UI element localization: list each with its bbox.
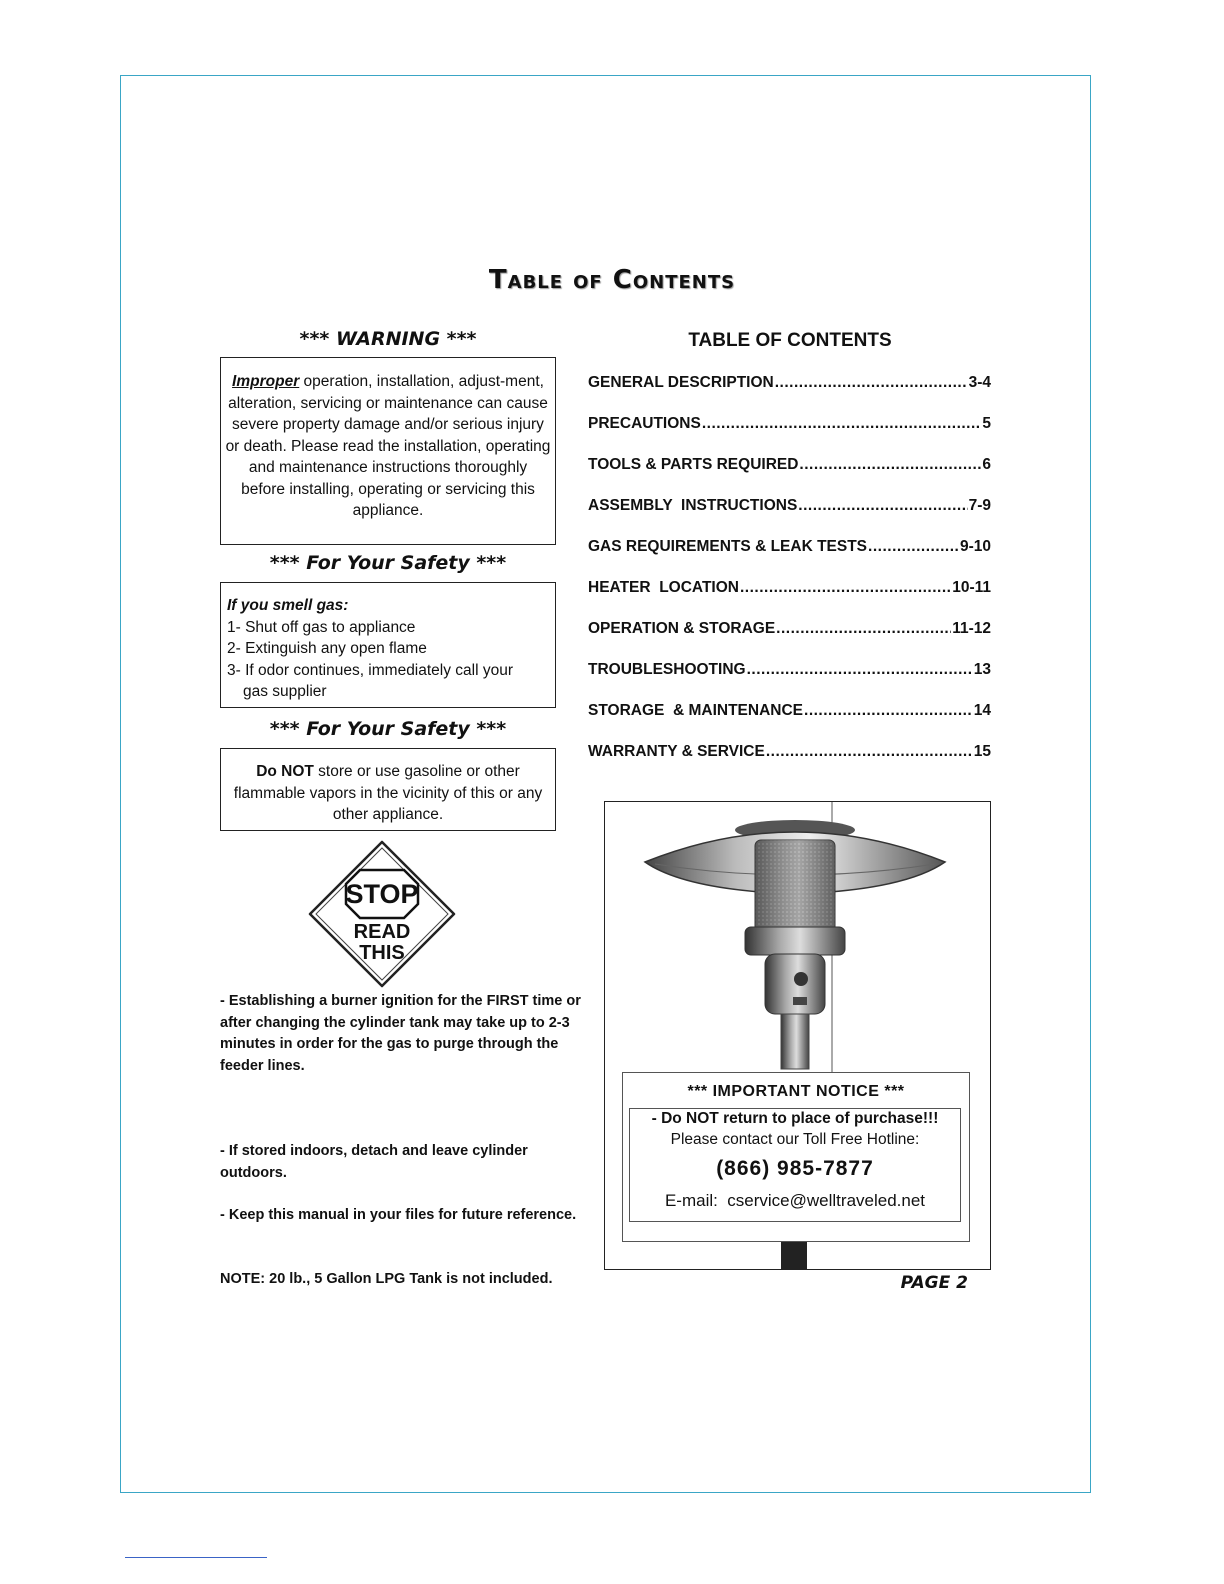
toc-entry[interactable] [588, 497, 991, 538]
page-number: PAGE 2 [900, 1273, 968, 1293]
warning-text: operation, installation, adjust-ment, alteration, servicing or maintenance can cause severe property damage and/or serious injury or death. Please read the installation, operating and maintenance instructions thoroughly before installing, operating or servicing this appliance. [225, 373, 551, 519]
toc-leader [799, 456, 981, 474]
safety-heading-1: *** For Your Safety *** [269, 552, 507, 574]
toc-leader [747, 661, 973, 679]
page-title: Table of Contents [488, 265, 736, 295]
service-email[interactable]: E-mail: cservice@welltraveled.net [664, 1191, 926, 1210]
toc-entry[interactable] [588, 415, 991, 456]
toc-entry-label: ASSEMBLY INSTRUCTIONS [588, 497, 798, 514]
toc-entry-pages: 6 [982, 456, 991, 473]
warning-emphasis: Improper [232, 373, 300, 390]
gas-smell-step: gas supplier [243, 683, 327, 700]
gasoline-text: store or use gasoline or other flammable vapors in the vicinity of this or any other appliance. [233, 763, 543, 823]
toc-list [588, 374, 991, 784]
toc-entry-pages: 5 [982, 415, 991, 432]
notice-contact-text: Please contact our Toll Free Hotline: [670, 1131, 920, 1148]
toc-entry[interactable] [588, 620, 991, 661]
toc-leader [798, 497, 967, 515]
this-label: THIS [359, 942, 405, 964]
toc-entry-label: OPERATION & STORAGE [588, 620, 776, 637]
toc-entry-label: GAS REQUIREMENTS & LEAK TESTS [588, 538, 868, 555]
hotline-phone[interactable]: (866) 985-7877 [716, 1157, 874, 1180]
read-label: READ [353, 921, 411, 943]
notice-heading: *** IMPORTANT NOTICE *** [687, 1083, 905, 1100]
toc-entry-label: TOOLS & PARTS REQUIRED [588, 456, 799, 473]
toc-entry[interactable] [588, 702, 991, 743]
toc-entry-label: GENERAL DESCRIPTION [588, 374, 774, 391]
toc-leader [740, 579, 951, 597]
warning-heading: *** WARNING *** [299, 328, 477, 350]
toc-leader [702, 415, 982, 433]
notice-do-not-return: - Do NOT return to place of purchase!!! [651, 1110, 939, 1127]
toc-heading: TABLE OF CONTENTS [688, 330, 892, 351]
toc-entry[interactable] [588, 538, 991, 579]
toc-leader [776, 620, 951, 638]
toc-entry[interactable] [588, 456, 991, 497]
toc-entry[interactable] [588, 374, 991, 415]
toc-entry-pages: 15 [973, 743, 991, 760]
storage-note: - If stored indoors, detach and leave cylinder outdoors. [220, 1143, 528, 1181]
toc-entry-label: PRECAUTIONS [588, 415, 701, 432]
gasoline-warning-box [220, 748, 556, 831]
toc-entry[interactable] [588, 661, 991, 702]
gas-smell-box [220, 582, 556, 708]
toc-entry-pages: 11-12 [952, 620, 991, 637]
toc-entry-pages: 3-4 [968, 374, 991, 391]
notice-contact-box [629, 1108, 961, 1222]
toc-entry-pages: 7-9 [968, 497, 991, 514]
toc-entry-label: STORAGE & MAINTENANCE [588, 702, 804, 719]
toc-leader [766, 743, 973, 761]
toc-entry-label: HEATER LOCATION [588, 579, 739, 596]
toc-leader [775, 374, 968, 392]
stop-read-this-sign [308, 840, 456, 988]
important-notice-box [622, 1072, 970, 1242]
toc-entry-pages: 10-11 [952, 579, 991, 596]
gas-smell-step: 2- Extinguish any open flame [227, 640, 427, 657]
gas-smell-step: 3- If odor continues, immediately call your [227, 661, 514, 679]
toc-leader [868, 538, 959, 556]
toc-entry-label: WARRANTY & SERVICE [588, 743, 765, 760]
toc-entry-pages: 9-10 [959, 538, 991, 555]
patio-heater-photo [604, 801, 991, 1270]
toc-entry-label: TROUBLESHOOTING [588, 661, 746, 678]
stop-label: STOP [345, 879, 419, 909]
safety-heading-2: *** For Your Safety *** [269, 718, 507, 740]
toc-entry-pages: 13 [973, 661, 991, 678]
gas-smell-step: 1- Shut off gas to appliance [227, 618, 416, 636]
gas-smell-lead: If you smell gas: [227, 597, 349, 614]
tank-note: NOTE: 20 lb., 5 Gallon LPG Tank is not included. [220, 1271, 553, 1287]
warning-box [220, 357, 556, 545]
ignition-note: - Establishing a burner ignition for the FIRST time or after changing the cylinder tank may take up to 2-3 minutes in order for the gas to purge through the feeder lines. [220, 993, 581, 1074]
toc-entry[interactable] [588, 579, 991, 620]
gasoline-emphasis: Do NOT [256, 763, 314, 780]
manual-note: - Keep this manual in your files for future reference. [220, 1207, 577, 1223]
toc-entry-pages: 14 [973, 702, 991, 719]
footer-line [125, 1557, 267, 1558]
toc-entry[interactable] [588, 743, 991, 784]
toc-leader [804, 702, 973, 720]
